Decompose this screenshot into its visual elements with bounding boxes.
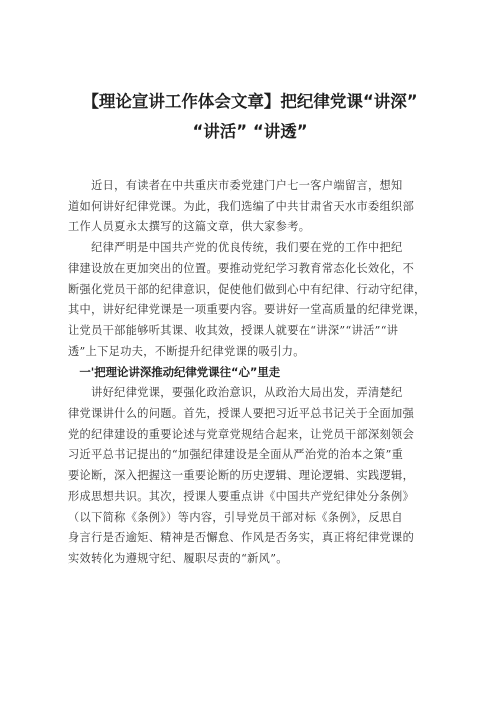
intro-line: 近日，有读者在中共重庆市委党建门户七一客户端留言，想知 [68,179,403,192]
paragraph-line: 断强化党员干部的纪律意识，促使他们做到心中有纪律、行动守纪律， [68,282,426,296]
paragraph-line: 身言行是否逾矩、精神是否懈怠、作风是否务实，真正将纪律党课的 [68,531,415,545]
paragraph-line: 律建设放在更加突出的位置。要推动党纪学习教育常态化长效化，不 [68,261,415,275]
paragraph-line: 习近平总书记提出的“加强纪律建设是全面从严治党的治本之策”重 [68,448,404,462]
intro-paragraph [68,176,436,238]
paragraph-line: 形成思想共识。其次，授课人要重点讲《中国共产党纪律处分条例》 [68,489,415,503]
paragraph-line: 要论断，深入把握这一重要论断的历史逻辑、理论逻辑、实践逻辑， [68,469,415,483]
paragraph-line: 律党课讲什么的问题。首先，授课人要把习近平总书记关于全面加强 [68,407,415,421]
paragraph-line: （以下简称《条例》）等内容，引导党员干部对标《条例》，反思自 [68,510,403,524]
paragraph-2 [68,383,436,569]
paragraph-line: 实效转化为遵规守纪、履职尽责的“新风”。 [68,551,288,565]
section-heading-1: 一'把理论讲深推动纪律党课往“心”里走 [68,365,281,380]
intro-line: 道如何讲好纪律党课。为此，我们选编了中共甘肃省天水市委组织部 [68,199,415,213]
paragraph-line: 讲好纪律党课，要强化政治意识，从政治大局出发，弄清楚纪 [68,386,403,400]
paragraph-1 [68,238,436,362]
article-body [68,176,436,570]
title-line-1: 【理论宣讲工作体会文章】把纪律党课“讲深” [82,92,418,111]
paragraph-line: 其中，讲好纪律党课是一项重要内容。要讲好一堂高质量的纪律党课， [68,303,426,317]
paragraph-line: 党的纪律建设的重要论述与党章党规结合起来，让党员干部深刻领会 [68,427,415,441]
paragraph-line: 透”上下足功夫，不断提升纪律党课的吸引力。 [68,344,305,358]
paragraph-line: 纪律严明是中国共产党的优良传统，我们要在党的工作中把纪 [68,241,403,255]
intro-line: 工作人员夏永太撰写的这篇文章，供大家参考。 [68,220,311,234]
title-line-2: “讲活” “讲透” [192,122,308,141]
paragraph-line: 让党员干部能够听其课、收其效，授课人就要在“讲深”“讲活”“讲 [68,323,399,337]
